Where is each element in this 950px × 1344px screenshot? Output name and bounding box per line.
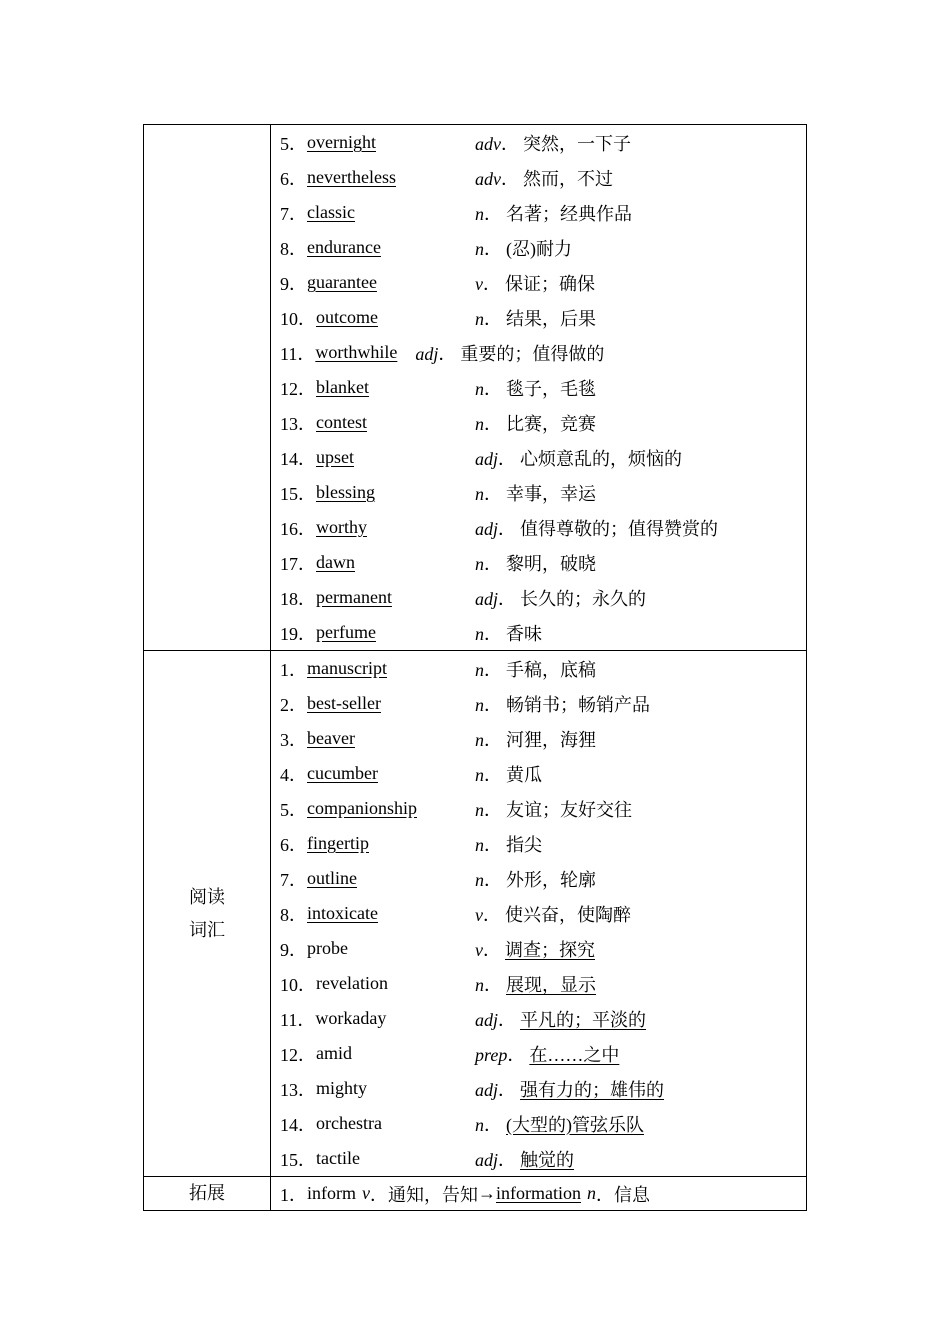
definition-group — [475, 130, 631, 156]
vocab-word: worthy — [316, 517, 367, 537]
vocab-item — [271, 440, 806, 475]
pos-dot: ． — [484, 238, 502, 259]
category-label: 词汇 — [189, 919, 225, 940]
vocab-item — [271, 896, 806, 931]
definition-group — [475, 796, 632, 822]
part-of-speech: n — [475, 553, 484, 574]
part-of-speech: adj — [475, 1149, 499, 1170]
pos-dot: ． — [484, 974, 502, 995]
part-of-speech: n — [475, 764, 484, 785]
item-number: 16． — [280, 518, 316, 539]
vocab-item — [271, 966, 806, 1001]
section-row — [144, 651, 807, 1177]
vocab-item — [271, 370, 806, 405]
item-number: 17． — [280, 553, 316, 574]
definition-group — [475, 656, 596, 682]
item-number: 13． — [280, 413, 316, 434]
vocab-item — [271, 545, 806, 580]
vocab-item — [271, 510, 806, 545]
pos-dot: ． — [484, 483, 502, 504]
pos-dot: ． — [498, 518, 517, 539]
definition: 比赛，竞赛 — [506, 413, 596, 434]
part-of-speech: n — [586, 1183, 596, 1203]
item-number: 12． — [280, 1044, 316, 1065]
pos-dot: ． — [484, 869, 502, 890]
definition-group — [475, 901, 631, 927]
pos-dot: ． — [483, 939, 501, 960]
word-list-cell — [271, 1177, 807, 1211]
item-number: 13． — [280, 1079, 316, 1100]
definition-group — [475, 971, 596, 997]
vocab-word: workaday — [315, 1008, 387, 1028]
item-number: 9． — [280, 273, 307, 294]
definition: 展现，显示 — [506, 974, 596, 995]
definition-group — [475, 1006, 646, 1032]
vocab-word: revelation — [316, 973, 388, 993]
part-of-speech: adj — [415, 343, 439, 364]
part-of-speech: n — [475, 834, 484, 855]
pos-dot: ． — [595, 1184, 614, 1205]
vocab-word: permanent — [316, 587, 392, 607]
vocab-word: best-seller — [307, 693, 381, 713]
definition-group — [475, 620, 542, 646]
part-of-speech: n — [475, 238, 484, 259]
item-number: 3． — [280, 729, 307, 750]
definition-group — [475, 1146, 574, 1172]
item-number: 1． — [280, 659, 307, 680]
part-of-speech: n — [475, 483, 484, 504]
pos-dot: ． — [501, 168, 519, 189]
vocab-word: orchestra — [316, 1113, 382, 1133]
definition: 长久的；永久的 — [520, 588, 647, 609]
vocab-word: outline — [307, 868, 357, 888]
definition: (忍)耐力 — [506, 238, 572, 259]
part-of-speech: n — [475, 203, 484, 224]
vocab-item — [271, 615, 806, 650]
pos-dot: ． — [498, 1009, 517, 1030]
category-cell — [144, 125, 271, 651]
part-of-speech: n — [475, 623, 484, 644]
item-number: 14． — [280, 448, 316, 469]
part-of-speech: adv — [475, 168, 501, 189]
definition-group — [475, 936, 595, 962]
definition-group — [415, 340, 604, 366]
part-of-speech: adj — [475, 588, 499, 609]
vocab-item — [271, 721, 806, 756]
vocab-item — [271, 1001, 806, 1036]
definition-group — [475, 866, 596, 892]
definition-group — [475, 831, 542, 857]
item-number: 9． — [280, 939, 307, 960]
vocab-word: cucumber — [307, 763, 378, 783]
vocab-word: companionship — [307, 798, 417, 818]
item-number: 6． — [280, 834, 307, 855]
item-number: 10． — [280, 308, 316, 329]
vocab-word: perfume — [316, 622, 376, 642]
vocab-word: mighty — [316, 1078, 368, 1098]
part-of-speech: adj — [475, 518, 499, 539]
item-number: 2． — [280, 694, 307, 715]
definition: 黄瓜 — [506, 764, 542, 785]
definition-group — [475, 585, 646, 611]
pos-dot: ． — [484, 203, 502, 224]
pos-dot: ． — [484, 308, 502, 329]
item-number: 15． — [280, 1149, 316, 1170]
definition: 手稿，底稿 — [506, 659, 596, 680]
pos-dot: ． — [484, 834, 502, 855]
vocab-item — [271, 931, 806, 966]
vocab-word: beaver — [307, 728, 355, 748]
vocab-item — [271, 1106, 806, 1141]
vocab-item — [271, 335, 806, 370]
part-of-speech: n — [475, 729, 484, 750]
definition: 保证；确保 — [505, 273, 595, 294]
vocab-item — [271, 791, 806, 826]
pos-dot: ． — [498, 1149, 517, 1170]
word-list-cell — [271, 125, 807, 651]
pos-dot: ． — [370, 1184, 388, 1205]
definition-group — [475, 305, 596, 331]
vocab-item — [271, 1071, 806, 1106]
vocab-item — [271, 826, 806, 861]
pos-dot: ． — [484, 694, 502, 715]
definition: 外形，轮廓 — [506, 869, 596, 890]
vocab-item — [271, 475, 806, 510]
definition: 河狸，海狸 — [506, 729, 596, 750]
definition-group — [475, 1076, 664, 1102]
part-of-speech: n — [475, 659, 484, 680]
category-cell — [144, 1177, 271, 1211]
item-number: 6． — [280, 168, 307, 189]
pos-dot: ． — [438, 343, 457, 364]
section-row — [144, 125, 807, 651]
vocab-item — [271, 651, 806, 686]
definition: 强有力的；雄伟的 — [520, 1079, 665, 1100]
definition-group — [475, 235, 572, 261]
definition: 调查；探究 — [505, 939, 595, 960]
definition-group — [475, 550, 596, 576]
part-of-speech: adv — [475, 133, 501, 154]
vocab-word: fingertip — [307, 833, 369, 853]
part-of-speech: n — [475, 799, 484, 820]
arrow-icon: → — [478, 1183, 496, 1203]
pos-dot: ． — [498, 588, 517, 609]
pos-dot: ． — [484, 553, 502, 574]
pos-dot: ． — [507, 1044, 526, 1065]
category-label: 拓展 — [189, 1183, 225, 1203]
definition: (大型的)管弦乐队 — [506, 1114, 644, 1135]
item-number: 8． — [280, 904, 307, 925]
item-number: 4． — [280, 764, 307, 785]
definition-group — [475, 515, 718, 541]
vocab-word: overnight — [307, 132, 376, 152]
word-list — [271, 651, 806, 1176]
vocab-word: worthwhile — [315, 342, 398, 362]
part-of-speech: v — [475, 939, 483, 960]
vocab-item — [271, 230, 806, 265]
pos-dot: ． — [484, 799, 502, 820]
pos-dot: ． — [484, 1114, 502, 1135]
item-number: 1． — [280, 1184, 307, 1205]
vocab-item — [271, 195, 806, 230]
vocab-word: tactile — [316, 1148, 360, 1168]
part-of-speech: n — [475, 869, 484, 890]
definition-group — [475, 1041, 619, 1067]
item-number: 5． — [280, 133, 307, 154]
definition: 名著；经典作品 — [506, 203, 632, 224]
definition-group — [475, 726, 596, 752]
vocab-item — [271, 265, 806, 300]
item-number: 11． — [280, 1009, 316, 1030]
vocab-word: outcome — [316, 307, 378, 327]
vocab-item — [271, 1036, 806, 1071]
category-cell — [144, 651, 271, 1177]
vocab-word: amid — [316, 1043, 352, 1063]
item-number: 18． — [280, 588, 316, 609]
definition: 香味 — [506, 623, 542, 644]
definition: 重要的；值得做的 — [460, 343, 605, 364]
definition: 值得尊敬的；值得赞赏的 — [520, 518, 719, 539]
definition-group — [475, 165, 613, 191]
definition: 突然，一下子 — [523, 133, 631, 154]
part-of-speech: v — [362, 1183, 370, 1203]
definition-group — [475, 691, 650, 717]
pos-dot: ． — [483, 904, 501, 925]
category-label: 阅读 — [189, 886, 225, 907]
part-of-speech: adj — [475, 1079, 499, 1100]
part-of-speech: n — [475, 1114, 484, 1135]
part-of-speech: prep — [475, 1044, 508, 1065]
vocab-word: upset — [316, 447, 354, 467]
definition: 畅销书；畅销产品 — [506, 694, 650, 715]
pos-dot: ． — [498, 1079, 517, 1100]
definition: 平凡的；平淡的 — [520, 1009, 647, 1030]
definition-group — [475, 761, 542, 787]
vocab-item — [271, 580, 806, 615]
pos-dot: ． — [483, 273, 501, 294]
vocab-item — [271, 756, 806, 791]
definition-group — [475, 200, 632, 226]
definition-group — [475, 1111, 644, 1137]
item-number: 5． — [280, 799, 307, 820]
pos-dot: ． — [484, 378, 502, 399]
item-number: 14． — [280, 1114, 316, 1135]
expansion-line — [271, 1177, 806, 1210]
part-of-speech: adj — [475, 448, 499, 469]
definition: 心烦意乱的，烦恼的 — [520, 448, 683, 469]
vocab-word: dawn — [316, 552, 355, 572]
word-list-cell — [271, 651, 807, 1177]
definition-group — [475, 270, 595, 296]
definition: 友谊；友好交往 — [506, 799, 632, 820]
definition: 在……之中 — [529, 1044, 620, 1065]
vocab-word: blessing — [316, 482, 376, 502]
vocab-item — [271, 125, 806, 160]
definition: 指尖 — [506, 834, 542, 855]
item-number: 10． — [280, 974, 316, 995]
vocab-word: contest — [316, 412, 367, 432]
word-list — [271, 125, 806, 650]
pos-dot: ． — [498, 448, 517, 469]
pos-dot: ． — [484, 413, 502, 434]
definition: 使兴奋，使陶醉 — [505, 904, 631, 925]
pos-dot: ． — [484, 764, 502, 785]
vocabulary-table — [143, 124, 807, 1211]
part-of-speech: n — [475, 694, 484, 715]
part-of-speech: n — [475, 413, 484, 434]
item-number: 19． — [280, 623, 316, 644]
vocab-word: classic — [307, 202, 355, 222]
part-of-speech: n — [475, 308, 484, 329]
part-of-speech: v — [475, 273, 483, 294]
item-number: 7． — [280, 869, 307, 890]
item-number: 7． — [280, 203, 307, 224]
definition: 黎明，破晓 — [506, 553, 596, 574]
vocab-word: manuscript — [307, 658, 387, 678]
vocab-item — [271, 160, 806, 195]
part-of-speech: adj — [475, 1009, 499, 1030]
pos-dot: ． — [484, 659, 502, 680]
section-row — [144, 1177, 807, 1211]
vocab-item — [271, 405, 806, 440]
vocab-word: intoxicate — [307, 903, 378, 923]
base-word: inform — [307, 1183, 356, 1203]
definition: 通知，告知 — [388, 1184, 478, 1205]
vocab-word: endurance — [307, 237, 381, 257]
vocab-word: probe — [307, 938, 348, 958]
definition-group — [475, 375, 596, 401]
pos-dot: ． — [484, 623, 502, 644]
definition: 然而，不过 — [523, 168, 613, 189]
vocab-item — [271, 1141, 806, 1176]
definition: 毯子，毛毯 — [506, 378, 596, 399]
part-of-speech: n — [475, 378, 484, 399]
vocab-item — [271, 300, 806, 335]
derived-word: information — [496, 1183, 581, 1203]
item-number: 15． — [280, 483, 316, 504]
vocab-word: nevertheless — [307, 167, 396, 187]
definition: 信息 — [613, 1184, 650, 1205]
item-number: 11． — [280, 343, 316, 364]
definition: 幸事，幸运 — [506, 483, 596, 504]
pos-dot: ． — [501, 133, 519, 154]
definition-group — [475, 480, 596, 506]
vocab-word: blanket — [316, 377, 369, 397]
definition: 结果，后果 — [506, 308, 596, 329]
vocab-word: guarantee — [307, 272, 377, 292]
pos-dot: ． — [484, 729, 502, 750]
vocab-item — [271, 686, 806, 721]
definition: 触觉的 — [520, 1149, 575, 1170]
vocab-item — [271, 861, 806, 896]
part-of-speech: n — [475, 974, 484, 995]
part-of-speech: v — [475, 904, 483, 925]
item-number: 8． — [280, 238, 307, 259]
item-number: 12． — [280, 378, 316, 399]
definition-group — [475, 410, 596, 436]
definition-group — [475, 445, 682, 471]
